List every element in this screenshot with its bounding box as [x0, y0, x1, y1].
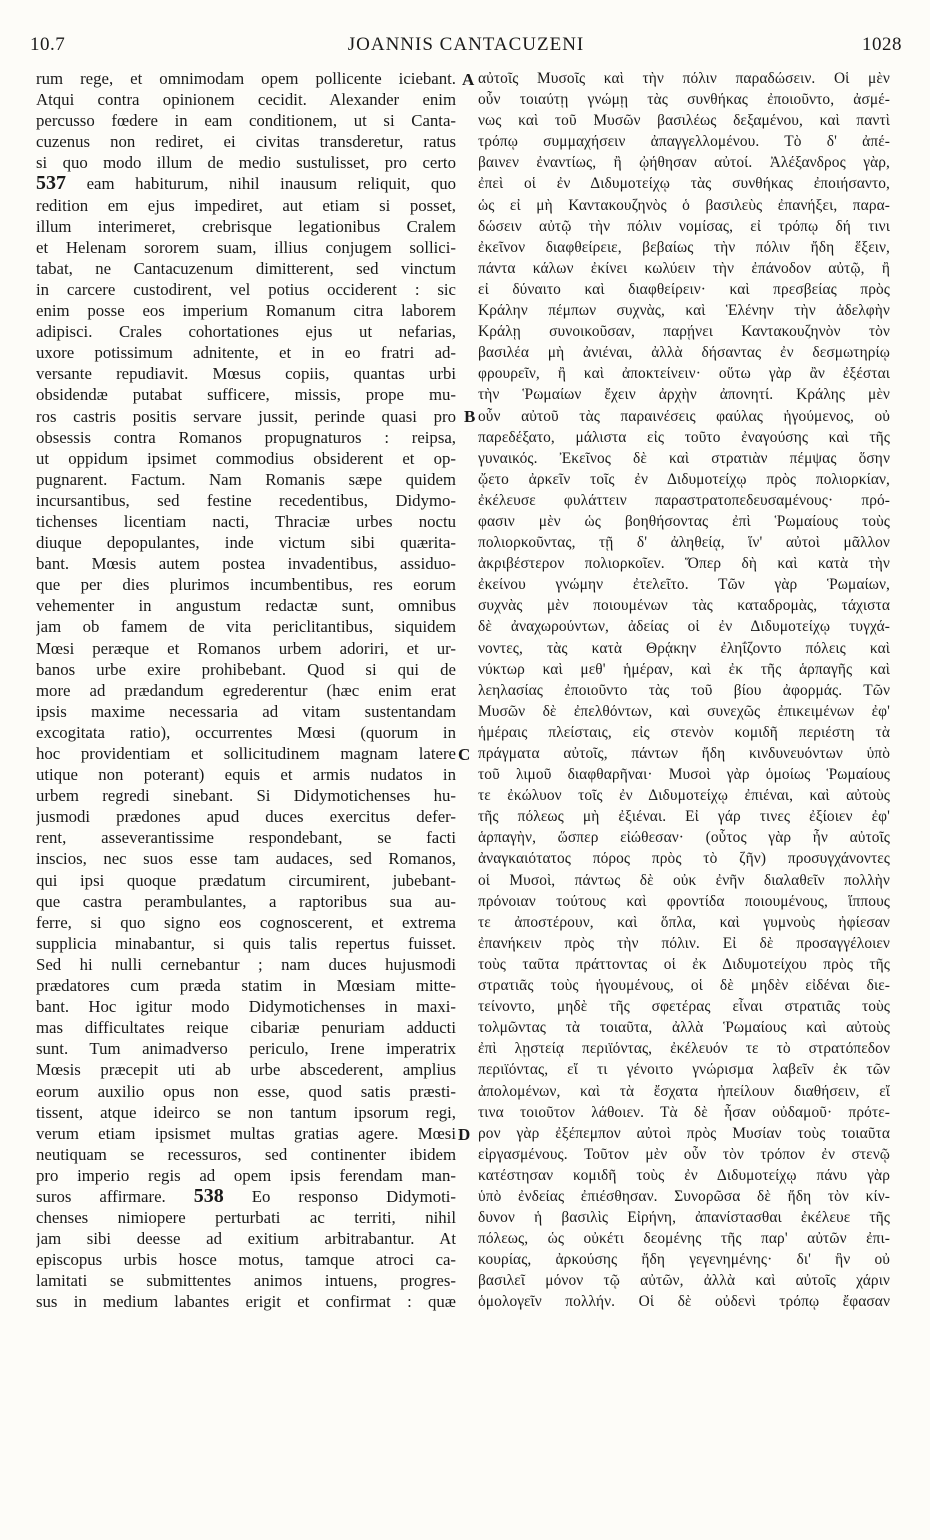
section-marker-b: B	[464, 407, 476, 426]
page-number-right: 1028	[862, 34, 902, 55]
greek-line: ρον γὰρ ἐξέπεμπον αὐτοὶ πρὸς Μυσίαν τοὺς τοιαῦτα	[478, 1124, 890, 1142]
latin-line: more ad prædandum egrederentur (hæc enim erat	[36, 680, 456, 700]
latin-line: tissent, atque ideirco se non tantum ipsorum regi,	[36, 1102, 456, 1122]
latin-line: pro imperio regis ad opem ipsis ferendam man-	[36, 1165, 456, 1185]
latin-line: mas difficultates reique cibariæ penuriam adducti	[36, 1018, 456, 1038]
latin-line: diuque depopulantes, inde victum sibi quærita-	[36, 533, 456, 553]
latin-line: rum rege, et omnimodam opem pollicente iciebant.	[36, 69, 456, 88]
greek-line: τινα τοιοῦτον λάθοιεν. Τὰ δὲ ἦσαν οὐδαμοῦ· πρότε-	[478, 1103, 890, 1121]
section-marker-a: A	[462, 70, 475, 89]
greek-line: ἐκείνου γνώμην ἐτελεῖτο. Τῶν γὰρ Ῥωμαίων,	[478, 576, 890, 594]
greek-line: τε ἐκώλυον τοῖς ἐν Διδυμοτείχῳ ἐπιέναι, καὶ αὐτοὺς	[478, 787, 890, 805]
greek-line: ἀκριβέστερον πολιορκοῖεν. Ὅπερ δὴ καὶ κατὰ τὴν	[478, 555, 890, 573]
latin-line: qui ipsi quoque prædatum circumirent, jubebant-	[36, 870, 456, 890]
margin-page-number: 537	[36, 173, 66, 195]
latin-line: banos urbe exire prohibebant. Quod si qui de	[36, 659, 456, 679]
latin-line: eorum auxilio opus non esse, quod satis præsti-	[36, 1081, 456, 1101]
latin-line: redition em ejus impediret, aut etiam si posset,	[36, 195, 456, 215]
greek-line: πόλεως, ὡς οὐκέτι δεομένης τῆς παρ' αὐτῶν ἐπι-	[478, 1230, 890, 1248]
greek-line: παρεδέξατο, μάλιστα εἰς τοῦτο ἐναγούσης καὶ τῆς	[478, 428, 890, 446]
latin-line: prædatores cum præda statim in Mœsiam mitte-	[36, 976, 456, 996]
greek-line: τοὺς ταῦτα πράττοντας οἱ ἐκ Διδυμοτείχου πρὸς τῆς	[478, 955, 890, 973]
latin-line: percusso fœdere in eam conditionem, ut si Canta-	[36, 111, 456, 131]
latin-column	[36, 68, 456, 1313]
latin-line: que per dies plurimos incumbentibus, res eorum	[36, 575, 456, 595]
greek-line: στρατιᾶς τοὺς ἡγουμένους, οἱ δὲ μηδὲν εἰδέναι διε-	[478, 977, 890, 995]
latin-line: que castra perambulantes, a raptoribus sua au-	[36, 891, 456, 911]
greek-line: τολμῶντας τὰ τοιαῦτα, ἀλλὰ Ῥωμαίους καὶ αὐτοὺς	[478, 1019, 890, 1037]
latin-line: bant. Hoc igitur modo Didymotichenses in maxi-	[36, 997, 456, 1017]
margin-page-number: 538	[193, 1185, 224, 1207]
greek-line: ὑπὸ ἐνδείας ἐπιέσθησαν. Συνορῶσα δὲ ἤδη τὸν κίν-	[478, 1187, 890, 1205]
greek-line: πρόνοιαν τούτους καὶ φροντίδα ποιουμένους, ἵππους	[478, 892, 890, 910]
greek-line: οἱ Μυσοὶ, πάντως δὲ οὐκ ἐνῆν διαλαθεῖν πολλὴν	[478, 871, 890, 889]
section-marker-c: C	[458, 745, 471, 764]
greek-line: Κράλῃ συνοικοῦσαν, παρῄνει Καντακουζηνὸν τὸν	[478, 323, 890, 341]
greek-line: ἀπολομένων, καὶ τὰ ἔσχατα ἠπείλουν διαθήσειν, εἴ	[478, 1082, 890, 1100]
latin-line-text: Eo responso Didymoti-	[251, 1186, 456, 1206]
latin-line: urbem regredi sinebant. Si Didymotichenses hu-	[36, 786, 456, 806]
greek-line: οὖν αὐτοῦ τὰς παραινέσεις φαύλας ἡγούμενος, οὐ	[478, 407, 890, 425]
latin-line-text: eam habiturum, nihil inausum reliquit, quo	[86, 174, 456, 194]
greek-line: ἡμέραις πλείσταις, εἰς στενὸν κομιδῆ περιέστη τὰ	[478, 723, 890, 741]
greek-line: τὴν Ῥωμαίων ἔχειν ἀρχὴν ἀπονητί. Κράλης μὲν	[478, 386, 890, 404]
greek-line: Μυσῶν δὲ ἐπελθόντων, καὶ συνεχῶς ἐπικειμένων ἐφ'	[478, 702, 890, 720]
greek-line: νοντες, τὰς κατὰ Θρᾴκην ἐληΐζοντο πόλεις καὶ	[478, 639, 890, 657]
latin-line: lamitati se submittentes animos intuens, progres-	[36, 1271, 456, 1291]
latin-line: pugnarent. Factum. Nam Romanis sæpe quidem	[36, 469, 456, 489]
latin-line: et Helenam sororem suam, illius conjugem sollici-	[36, 237, 456, 257]
latin-line: ipsis maxime necessaria ad vitam sustentandam	[36, 701, 456, 721]
greek-line: ὁμολογεῖν πολλήν. Οἱ δὲ οὐδενὶ τρόπῳ ἔφασαν	[478, 1293, 890, 1311]
greek-line: ἐπανήκειν πρὸς τὴν πόλιν. Εἰ δὲ προσαγγέλοιεν	[478, 934, 890, 952]
latin-line: excogitata ratio), occurrentes Mœsi (quorum in	[36, 722, 456, 742]
latin-line: rent, asseverantissime respondebant, se facti	[36, 828, 456, 848]
greek-line: πάντα κάλων ἐκίνει κωλύειν τὴν ἐπάνοδον αὐτῷ, ἢ	[478, 259, 890, 277]
greek-line: ἐπὶ λῃστείᾳ περιϊόντας, ἐκέλευόν τε τὸ στρατόπεδον	[478, 1040, 890, 1058]
section-marker-d: D	[458, 1125, 471, 1144]
greek-line: πολιορκοῦντας, τῇ δ' ἀληθείᾳ, ἵν' αὐτοὶ μᾶλλον	[478, 534, 890, 552]
greek-line: κατέστησαν κομιδῆ τοὺς ἐν Διδυμοτείχῳ πάνυ γὰρ	[478, 1166, 890, 1184]
latin-line: ut oppidum ipsimet commodius obsiderent et op-	[36, 448, 456, 468]
latin-line: hoc providentiam et sollicitudinem magnam latere	[36, 744, 456, 763]
greek-line: εἰργασμένους. Τοῦτον μὲν οὖν τὸν τρόπον ἐν στενῷ	[478, 1145, 890, 1163]
greek-line: τρόπῳ συμμαχήσειν ἀπαγγελλομένου. Τὸ δ' ἀπέ-	[478, 133, 890, 151]
greek-line: νως καὶ τοῦ Μυσῶν βασιλέως δεξαμένου, καὶ παντὶ	[478, 112, 890, 130]
latin-line	[36, 173, 456, 194]
latin-line: Mœsi peræque et Romanos urbem adoriri, et ur-	[36, 638, 456, 658]
latin-line: vehementer in angustum redactæ sunt, omnibus	[36, 596, 456, 616]
latin-line	[36, 1186, 456, 1207]
greek-line: περιϊόντας, εἴ τι γένοιτο γνώρισμα λαβεῖν ἐκ τῶν	[478, 1061, 890, 1079]
latin-line: ros castris positis servare jussit, perinde quasi pro	[36, 406, 456, 426]
greek-line: ἐκεῖνον διαφθείρειε, βεβαίως τὴν πόλιν ἤδη ἕξειν,	[478, 238, 890, 256]
latin-line: bant. Mœsis autem postea invadentibus, assiduo-	[36, 554, 456, 574]
latin-line: illum interimeret, crebrisque legationibus Cralem	[36, 216, 456, 236]
greek-line: λεηλασίας ἐποιοῦντο τὰς τοῦ βίου ἀφορμάς. Τῶν	[478, 681, 890, 699]
latin-line: cuzenus non rediret, ei civitas transderetur, ratus	[36, 132, 456, 152]
latin-line: Mœsis præcepit uti ab urbe abscederent, amplius	[36, 1060, 456, 1080]
latin-line: tabat, ne Cantacuzenum dimitterent, sed vinctum	[36, 258, 456, 278]
page-header	[30, 28, 902, 62]
latin-line: neutiquam se recessuros, sed continenter ibidem	[36, 1144, 456, 1164]
latin-line: in carcere custodirent, vel potius occiderent : sic	[36, 279, 456, 299]
greek-line: νύκτωρ καὶ μεθ' ἡμέραν, καὶ ἐκ τῆς ἁρπαγῆς καὶ	[478, 660, 890, 678]
latin-line: versante repudiavit. Mœsus copiis, quantas urbi	[36, 364, 456, 384]
greek-column	[478, 68, 890, 1313]
greek-line: φασιν μὲν ὡς βοηθήσοντας ἐπὶ Ῥωμαίους τοὺς	[478, 512, 890, 530]
latin-line: tichenses licentiam nacti, Thraciæ urbes noctu	[36, 511, 456, 531]
latin-line: obsidendæ putabat sufficere, missis, prope mu-	[36, 385, 456, 405]
greek-line: βασιλέα μὴ ἀνιέναι, ἀλλὰ δήσαντας ἐν δεσμωτηρίῳ	[478, 344, 890, 362]
greek-line: ἁρπαγὴν, ὥσπερ εἰώθεσαν· (οὗτος γὰρ ἦν αὐτοῖς	[478, 829, 890, 847]
greek-line: πράγματα αὐτοῖς, πάντων ἤδη κινδυνευόντων ὑπὸ	[478, 745, 890, 762]
greek-line: δώσειν αὐτῷ τὴν πόλιν νομίσας, εἰ τρόπῳ δή τινι	[478, 217, 890, 235]
latin-line: sunt. Tum animadverso periculo, Irene imperatrix	[36, 1039, 456, 1059]
latin-line: ferre, si quo signo eos cognoscerent, et extrema	[36, 912, 456, 932]
latin-line: utique non poterant) equis et armis nudatos in	[36, 765, 456, 785]
greek-line: γυναικός. Ἐκεῖνος δὲ καὶ στρατιὰν πέμψας ὅσην	[478, 449, 890, 467]
greek-line: δὲ ἀναχωρούντων, ἀδείας οἱ ἐν Διδυμοτείχῳ τυγχά-	[478, 618, 890, 636]
latin-line: inscios, nec suos esse tam audaces, sed Romanos,	[36, 849, 456, 869]
greek-line: εἰ δύναιτο καὶ διαφθείρειν· καὶ πρεσβείας πρὸς	[478, 280, 890, 298]
greek-line: ὡς εἰ μὴ Καντακουζηνὸς ὁ βασιλεὺς ἐπανήξει, παρα-	[478, 196, 890, 214]
latin-line: enim posse eos imperium Romanum citra laborem	[36, 301, 456, 321]
latin-line: verum etiam ipsismet multas gratias agere. Mœsi	[36, 1123, 456, 1143]
latin-line: incursantibus, sed festine recedentibus, Didymo-	[36, 490, 456, 510]
page-number-left: 10.7	[30, 34, 66, 55]
latin-line: si quo modo illum de medio sustulisset, pro certo	[36, 153, 456, 173]
greek-line: τε ἀποστέρουν, καὶ ὅπλα, καὶ γυμνοὺς ἠφίεσαν	[478, 913, 890, 931]
latin-line: episcopus urbis hosce motus, tamque atroci ca-	[36, 1250, 456, 1270]
greek-line: ἀναγκαιότατος πόρος πρὸς τὸ ζῆν) προσυγχάνοντες	[478, 850, 890, 868]
greek-line: ἐκέλευσε φυλάττειν παραστρατοπεδευσαμένους· πρό-	[478, 491, 890, 509]
greek-line: βασιλεῖ μόνον τῷ αὐτῶν, ἀλλὰ καὶ αὐτοῖς χάριν	[478, 1272, 890, 1290]
greek-line: ᾤετο ἀρκεῖν τοῖς ἐν Διδυμοτείχῳ πρὸς πολιορκίαν,	[478, 470, 890, 488]
latin-line: uxore potissimum adnitente, et in eo fratri ad-	[36, 343, 456, 363]
latin-line: adipisci. Crales cohortationes ejus ut nefarias,	[36, 322, 456, 342]
latin-line: jusmodi prædones apud duces exercitus defer-	[36, 807, 456, 827]
greek-line: δυνον ἡ βασιλὶς Εἰρήνη, ἀπανίστασθαι ἐκέλευε τῆς	[478, 1209, 890, 1227]
latin-line: Atqui contra opinionem cecidit. Alexander enim	[36, 90, 456, 110]
latin-line: sus in medium labantes erigit et confirmat : quæ	[36, 1292, 456, 1312]
latin-line: obsessis contra Romanos propugnaturos : reipsa,	[36, 427, 456, 447]
greek-line: φρουρεῖν, ἢ καὶ ἀποκτείνειν· οὕτω γὰρ ἂν ἐξέσται	[478, 365, 890, 383]
greek-line: τείνοντο, μηδὲ τῆς σφετέρας εἶναι στρατιᾶς τοὺς	[478, 998, 890, 1016]
latin-line: Sed hi nulli cernebantur ; nam duces hujusmodi	[36, 954, 456, 974]
greek-line: συχνὰς μὲν ποιουμένων τὰς καταδρομὰς, τάχιστα	[478, 597, 890, 615]
greek-line: Κράλην πέμπων συχνὰς, καὶ Ἑλένην τὴν ἀδελφὴν	[478, 302, 890, 320]
latin-line: supplicia minabantur, si quis talis repertus fuisset.	[36, 933, 456, 953]
greek-line: αὐτοῖς Μυσοῖς καὶ τὴν πόλιν παραδώσειν. Οἱ μὲν	[478, 70, 890, 87]
latin-line: chenses nimiopere perturbati ac territi, nihil	[36, 1208, 456, 1228]
greek-line: κουρίας, ἀρκούσης ἤδη γεγενημένης· δι' ἣν οὐ	[478, 1251, 890, 1269]
greek-line: τῆς πόλεως μὴ ἐξιέναι. Εἰ γάρ τινες ἐξίοιεν ἐφ'	[478, 808, 890, 826]
running-title: JOANNIS CANTACUZENI	[347, 34, 585, 55]
greek-line: οὖν τοιαύτῃ γνώμῃ τὰς συνθήκας ἐποιοῦντο, ἀσμέ-	[478, 91, 890, 109]
greek-line: βαινεν ἐναντίως, ἢ ᾠήθησαν αὐτοί. Ἀλέξανδρος γὰρ,	[478, 154, 890, 172]
greek-line: τοῦ λιμοῦ διαφθαρῆναι· Μυσοὶ γὰρ ὁμοίως Ῥωμαίους	[478, 766, 890, 784]
greek-line: ἐπεὶ οἱ ἐν Διδυμοτείχῳ τὰς συνθήκας ἐποιήσαντο,	[478, 175, 890, 193]
latin-line: jam ob famem de vita periclitantibus, siquidem	[36, 617, 456, 637]
latin-line: jam sibi deesse ad exitium arbitrabantur. At	[36, 1229, 456, 1249]
latin-line-text: suros affirmare.	[36, 1186, 166, 1206]
